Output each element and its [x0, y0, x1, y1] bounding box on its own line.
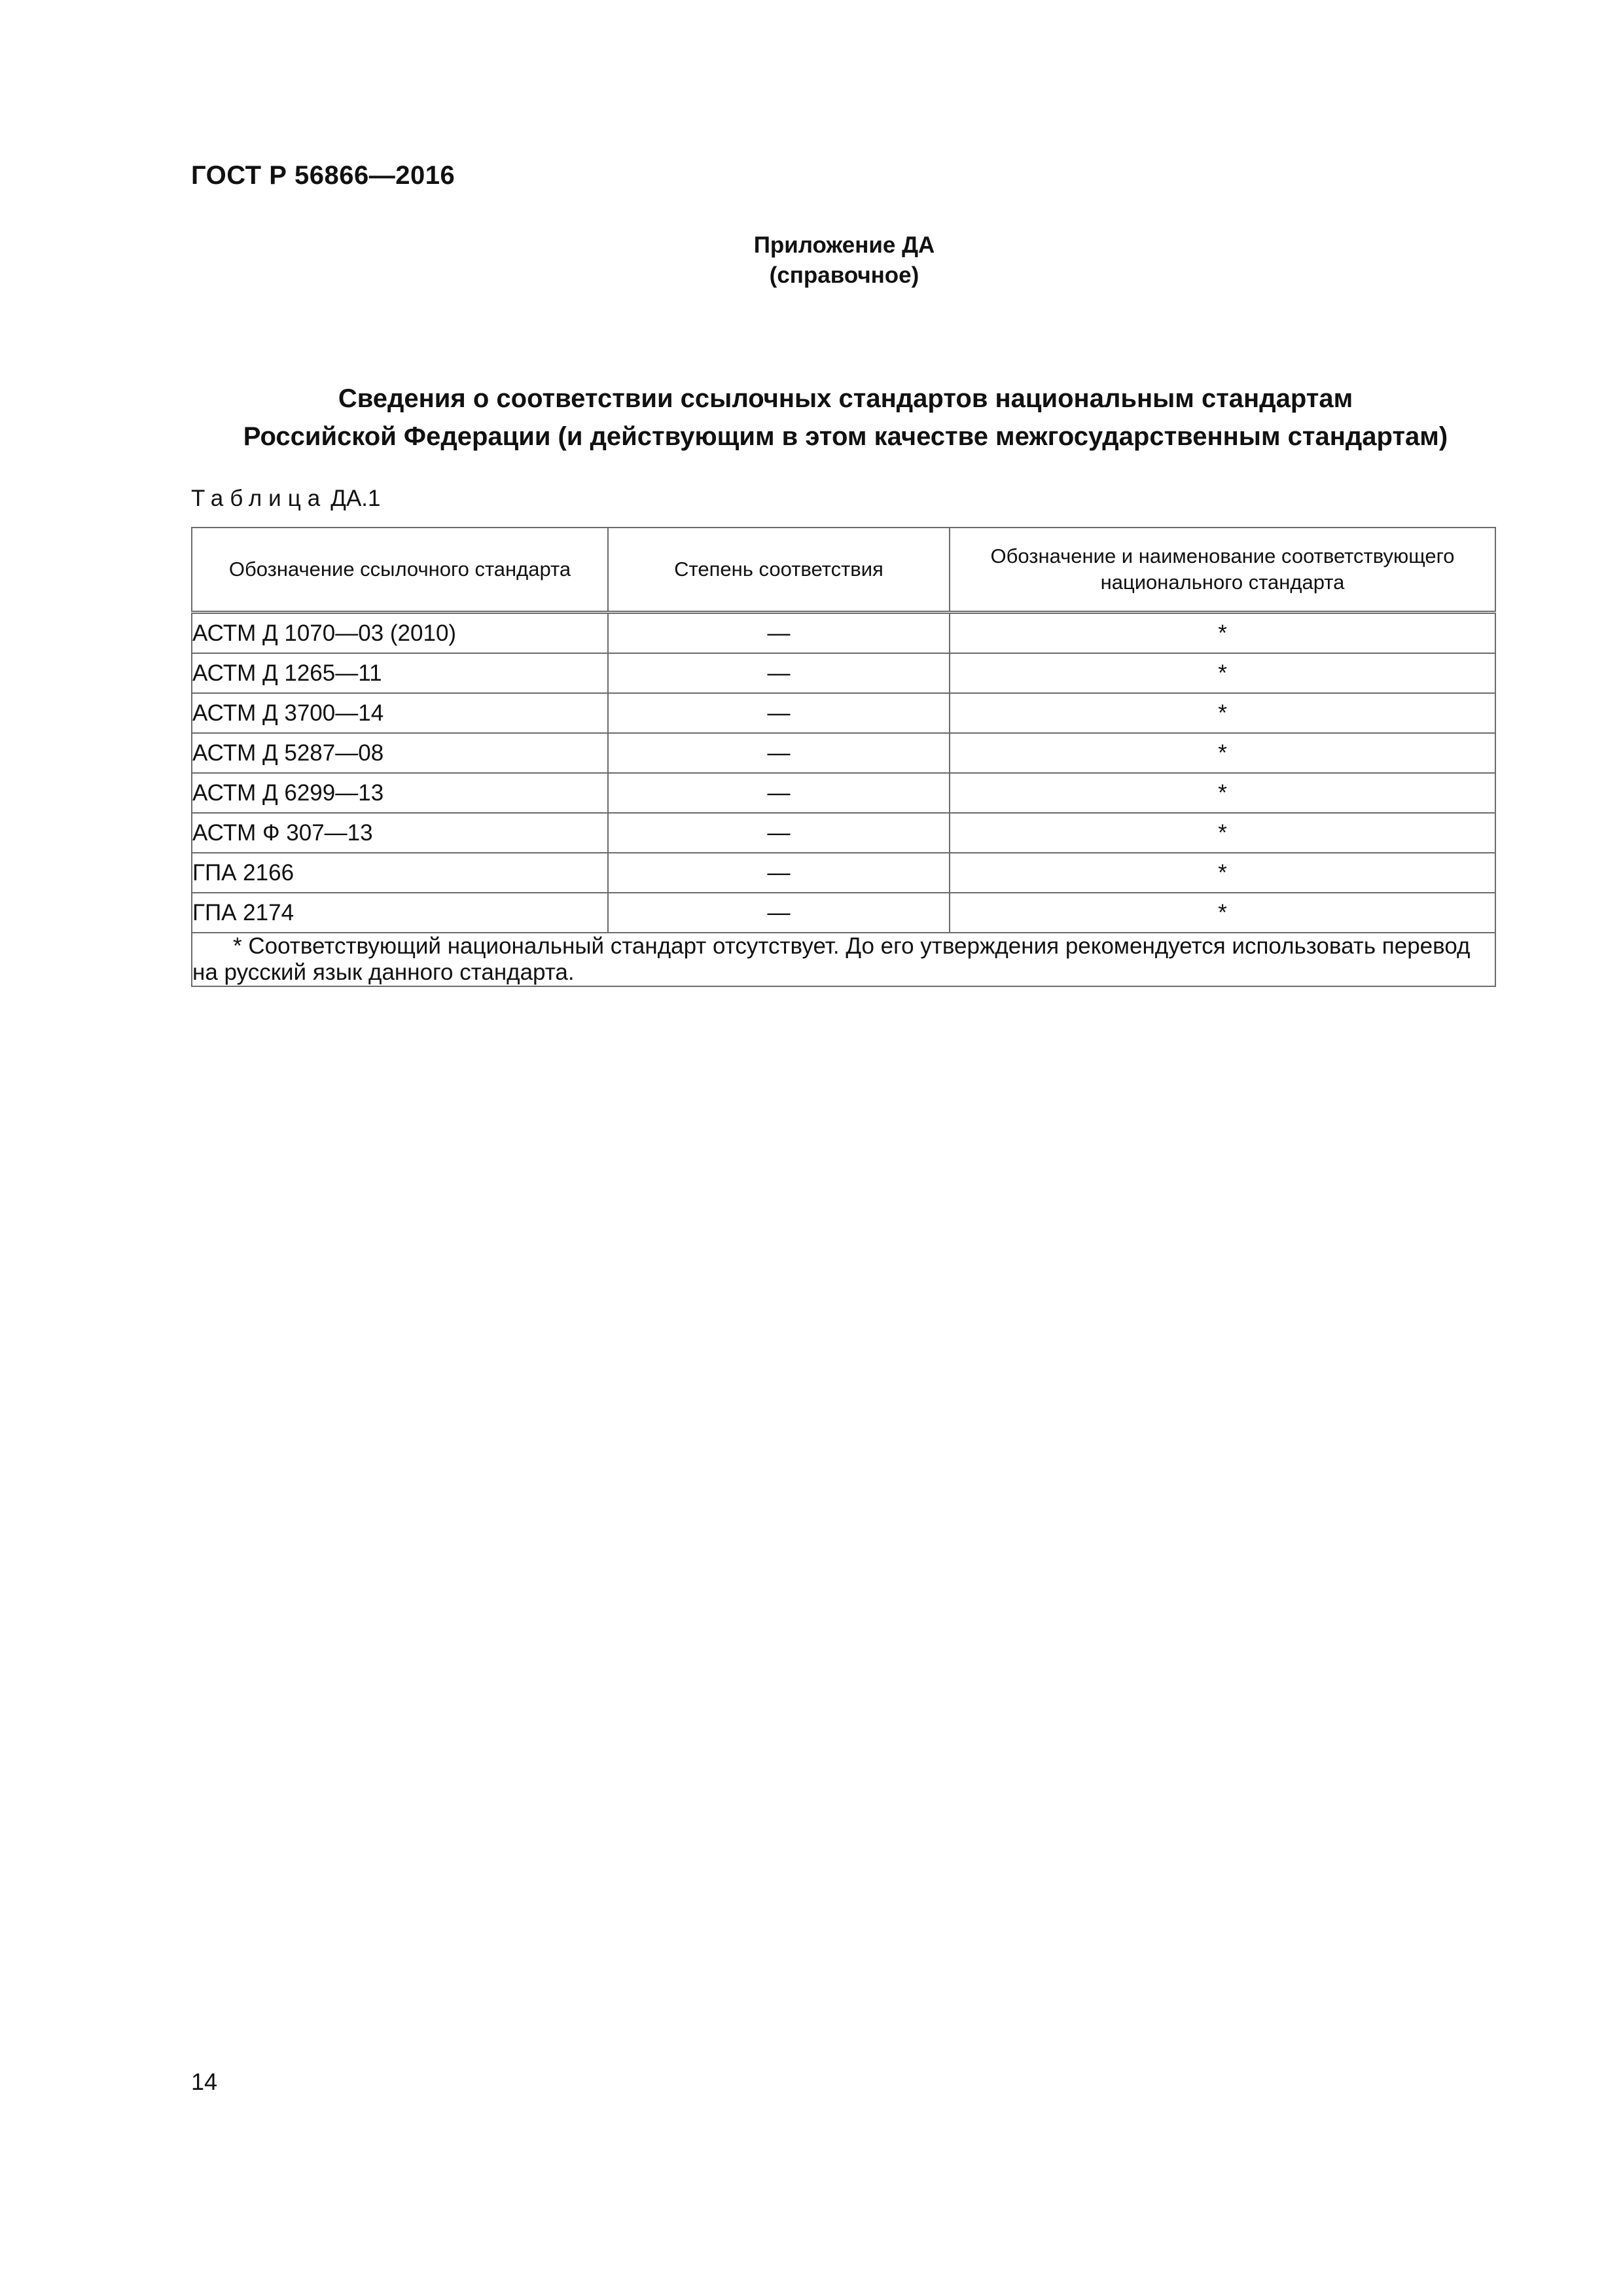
table-footnote [192, 933, 1495, 986]
header-national-standard-line-2: национального стандарта [1100, 571, 1345, 594]
cell-national-standard: * [950, 693, 1495, 733]
cell-degree: — [608, 653, 950, 693]
cell-reference-standard: ГПА 2166 [192, 853, 608, 893]
cell-reference-standard: АСТМ Д 6299—13 [192, 773, 608, 813]
section-title-line-1: Сведения о соответствии ссылочных стандартов национальным стандартам [338, 384, 1353, 413]
footnote-text: Соответствующий национальный стандарт отсутствует. До его утверждения рекомендуется использовать перевод на русский язык данного стандарта. [192, 933, 1471, 985]
cell-national-standard: * [950, 613, 1495, 654]
cell-degree: — [608, 693, 950, 733]
cell-reference-standard: ГПА 2174 [192, 893, 608, 933]
table-row [192, 893, 1495, 933]
section-title [191, 380, 1500, 456]
table-row [192, 773, 1495, 813]
table-label-word: Таблица [191, 486, 327, 511]
cell-degree: — [608, 893, 950, 933]
cell-degree: — [608, 733, 950, 773]
reference-standards-table [191, 527, 1496, 987]
table-row [192, 813, 1495, 853]
appendix-type: (справочное) [769, 262, 919, 288]
header-national-standard [950, 528, 1495, 613]
table-row [192, 613, 1495, 654]
table-row [192, 853, 1495, 893]
table-label-number: ДА.1 [330, 486, 381, 511]
cell-degree: — [608, 813, 950, 853]
footnote-marker: * [233, 933, 242, 959]
cell-reference-standard: АСТМ Д 1265—11 [192, 653, 608, 693]
cell-degree: — [608, 853, 950, 893]
header-national-standard-line-1: Обозначение и наименование соответствующего [990, 545, 1455, 567]
page-number: 14 [191, 2068, 218, 2095]
table-row [192, 733, 1495, 773]
cell-degree: — [608, 773, 950, 813]
cell-reference-standard: АСТМ Д 5287—08 [192, 733, 608, 773]
cell-reference-standard: АСТМ Ф 307—13 [192, 813, 608, 853]
appendix-title: Приложение ДА [753, 232, 935, 258]
table-row [192, 653, 1495, 693]
cell-national-standard: * [950, 893, 1495, 933]
section-title-line-2: Российской Федерации (и действующим в этом качестве межгосударственным стандартам) [243, 422, 1448, 451]
cell-national-standard: * [950, 773, 1495, 813]
header-reference-standard: Обозначение ссылочного стандарта [192, 528, 608, 613]
table-label [191, 486, 380, 512]
cell-national-standard: * [950, 813, 1495, 853]
cell-degree: — [608, 613, 950, 654]
cell-national-standard: * [950, 733, 1495, 773]
table-header-row [192, 528, 1495, 613]
table-footnote-row [192, 933, 1495, 986]
table-row [192, 693, 1495, 733]
cell-national-standard: * [950, 853, 1495, 893]
document-code: ГОСТ Р 56866—2016 [191, 161, 455, 190]
cell-reference-standard: АСТМ Д 3700—14 [192, 693, 608, 733]
cell-national-standard: * [950, 653, 1495, 693]
cell-reference-standard: АСТМ Д 1070—03 (2010) [192, 613, 608, 654]
header-degree-of-conformity: Степень соответствия [608, 528, 950, 613]
